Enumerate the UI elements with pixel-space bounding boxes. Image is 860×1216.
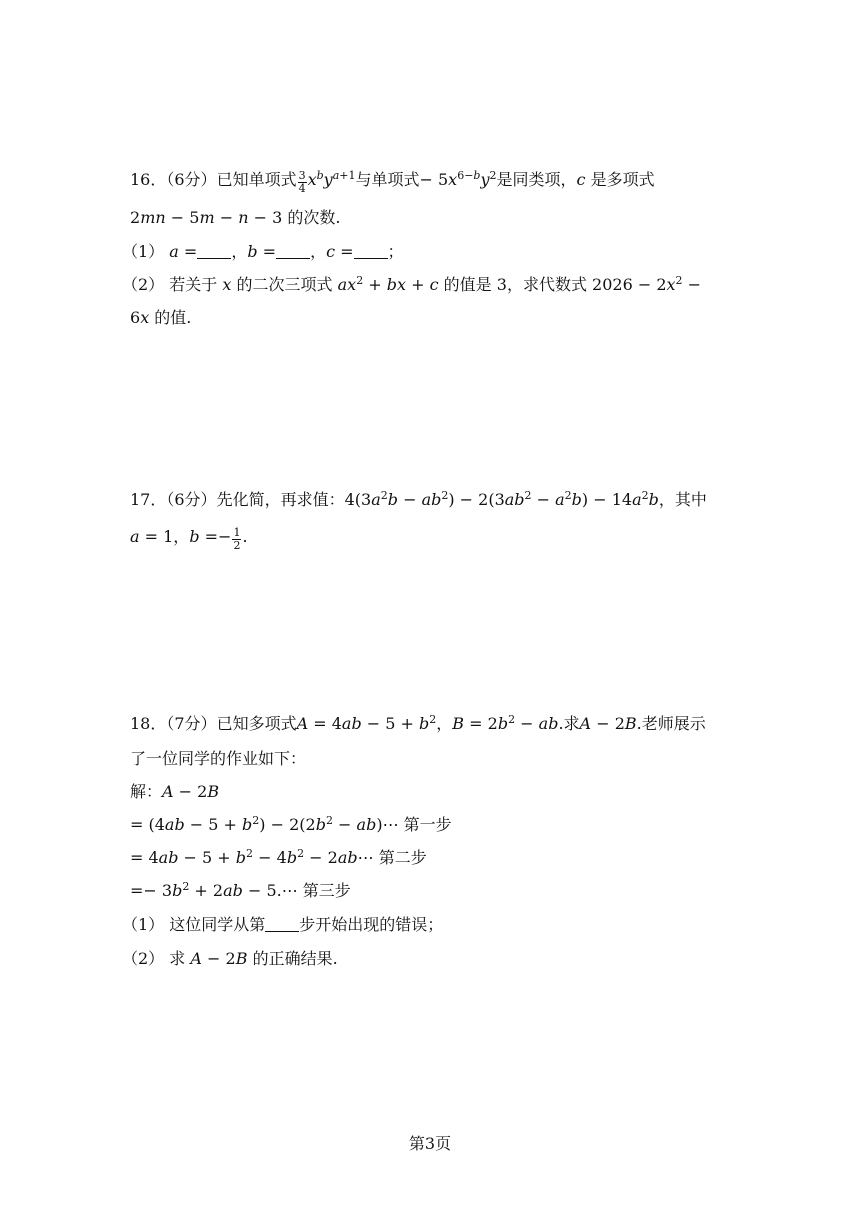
q17-number: 17． xyxy=(130,490,167,509)
fraction-one-half: $\frac{1}{2}$ xyxy=(233,526,241,552)
q18-line2: 了一位同学的作业如下： xyxy=(130,749,307,768)
answer-blank-c[interactable] xyxy=(354,244,388,259)
page-number: 第3页 xyxy=(408,1134,452,1153)
q16-text: 是同类项， xyxy=(496,170,577,189)
q16-line2: 2mn − 5m − n − 3 的次数. xyxy=(130,208,341,227)
fraction-three-quarters: $\frac{3}{4}$ xyxy=(298,169,306,195)
q16-part1: （1） a = ，b = ，c = ； xyxy=(122,242,404,261)
q17-line1: 17．（6分）先化简，再求值：$4(3a^2b - ab^2) - 2(3ab^2 - a^2b) - 14a^2b$，其中 xyxy=(130,489,707,509)
q16-text: 已知单项式 xyxy=(216,170,297,189)
q18-solution-label: 解：A − 2B xyxy=(130,782,220,801)
q17-line2: a = 1，b =− $\frac{1}{2}$ . xyxy=(130,526,248,552)
q16-line1: 16．（6分）已知单项式 $\frac{3}{4}$ $x^by^{a+1}$与单项式− $5x^{6-b}y^2$是同类项，c 是多项式 xyxy=(130,169,655,195)
q18-step3: =− $3b^2 + 2ab$ − 5.⋯ 第三步 xyxy=(130,880,351,900)
q16-part2: （2） 若关于 x 的二次三项式 $ax^2$ + bx + c 的值是 3，求代数式 $2026 - 2x^2$ − xyxy=(122,274,702,294)
q16-score: （6分） xyxy=(166,170,217,189)
q18-step2: = $4ab - 5 + b^2 - 4b^2$ − 2ab⋯ 第二步 xyxy=(130,847,427,867)
q18-part2: （2） 求 A − 2B 的正确结果. xyxy=(122,949,338,968)
q18-part1: （1） 这位同学从第 步开始出现的错误； xyxy=(122,915,444,934)
answer-blank-b[interactable] xyxy=(276,244,310,259)
q17-score: （6分） xyxy=(166,490,217,509)
q16-text: 与单项式 xyxy=(355,170,420,189)
q16-line5: 6x 的值. xyxy=(130,308,192,327)
q16-number: 16． xyxy=(130,170,167,189)
answer-blank-a[interactable] xyxy=(197,244,231,259)
q18-number: 18． xyxy=(130,714,167,733)
q18-step1: = $(4ab - 5 + b^2) - 2(2b^2$ − ab)⋯ 第一步 xyxy=(130,814,452,834)
q18-score: （7分） xyxy=(166,714,217,733)
q16-text: 是多项式 xyxy=(585,170,655,189)
q18-line1: 18．（7分）已知多项式$A = 4ab - 5 + b^2$，$B = 2b^2$ − ab.求A − 2B.老师展示 xyxy=(130,713,706,733)
answer-blank-step[interactable] xyxy=(265,917,299,932)
